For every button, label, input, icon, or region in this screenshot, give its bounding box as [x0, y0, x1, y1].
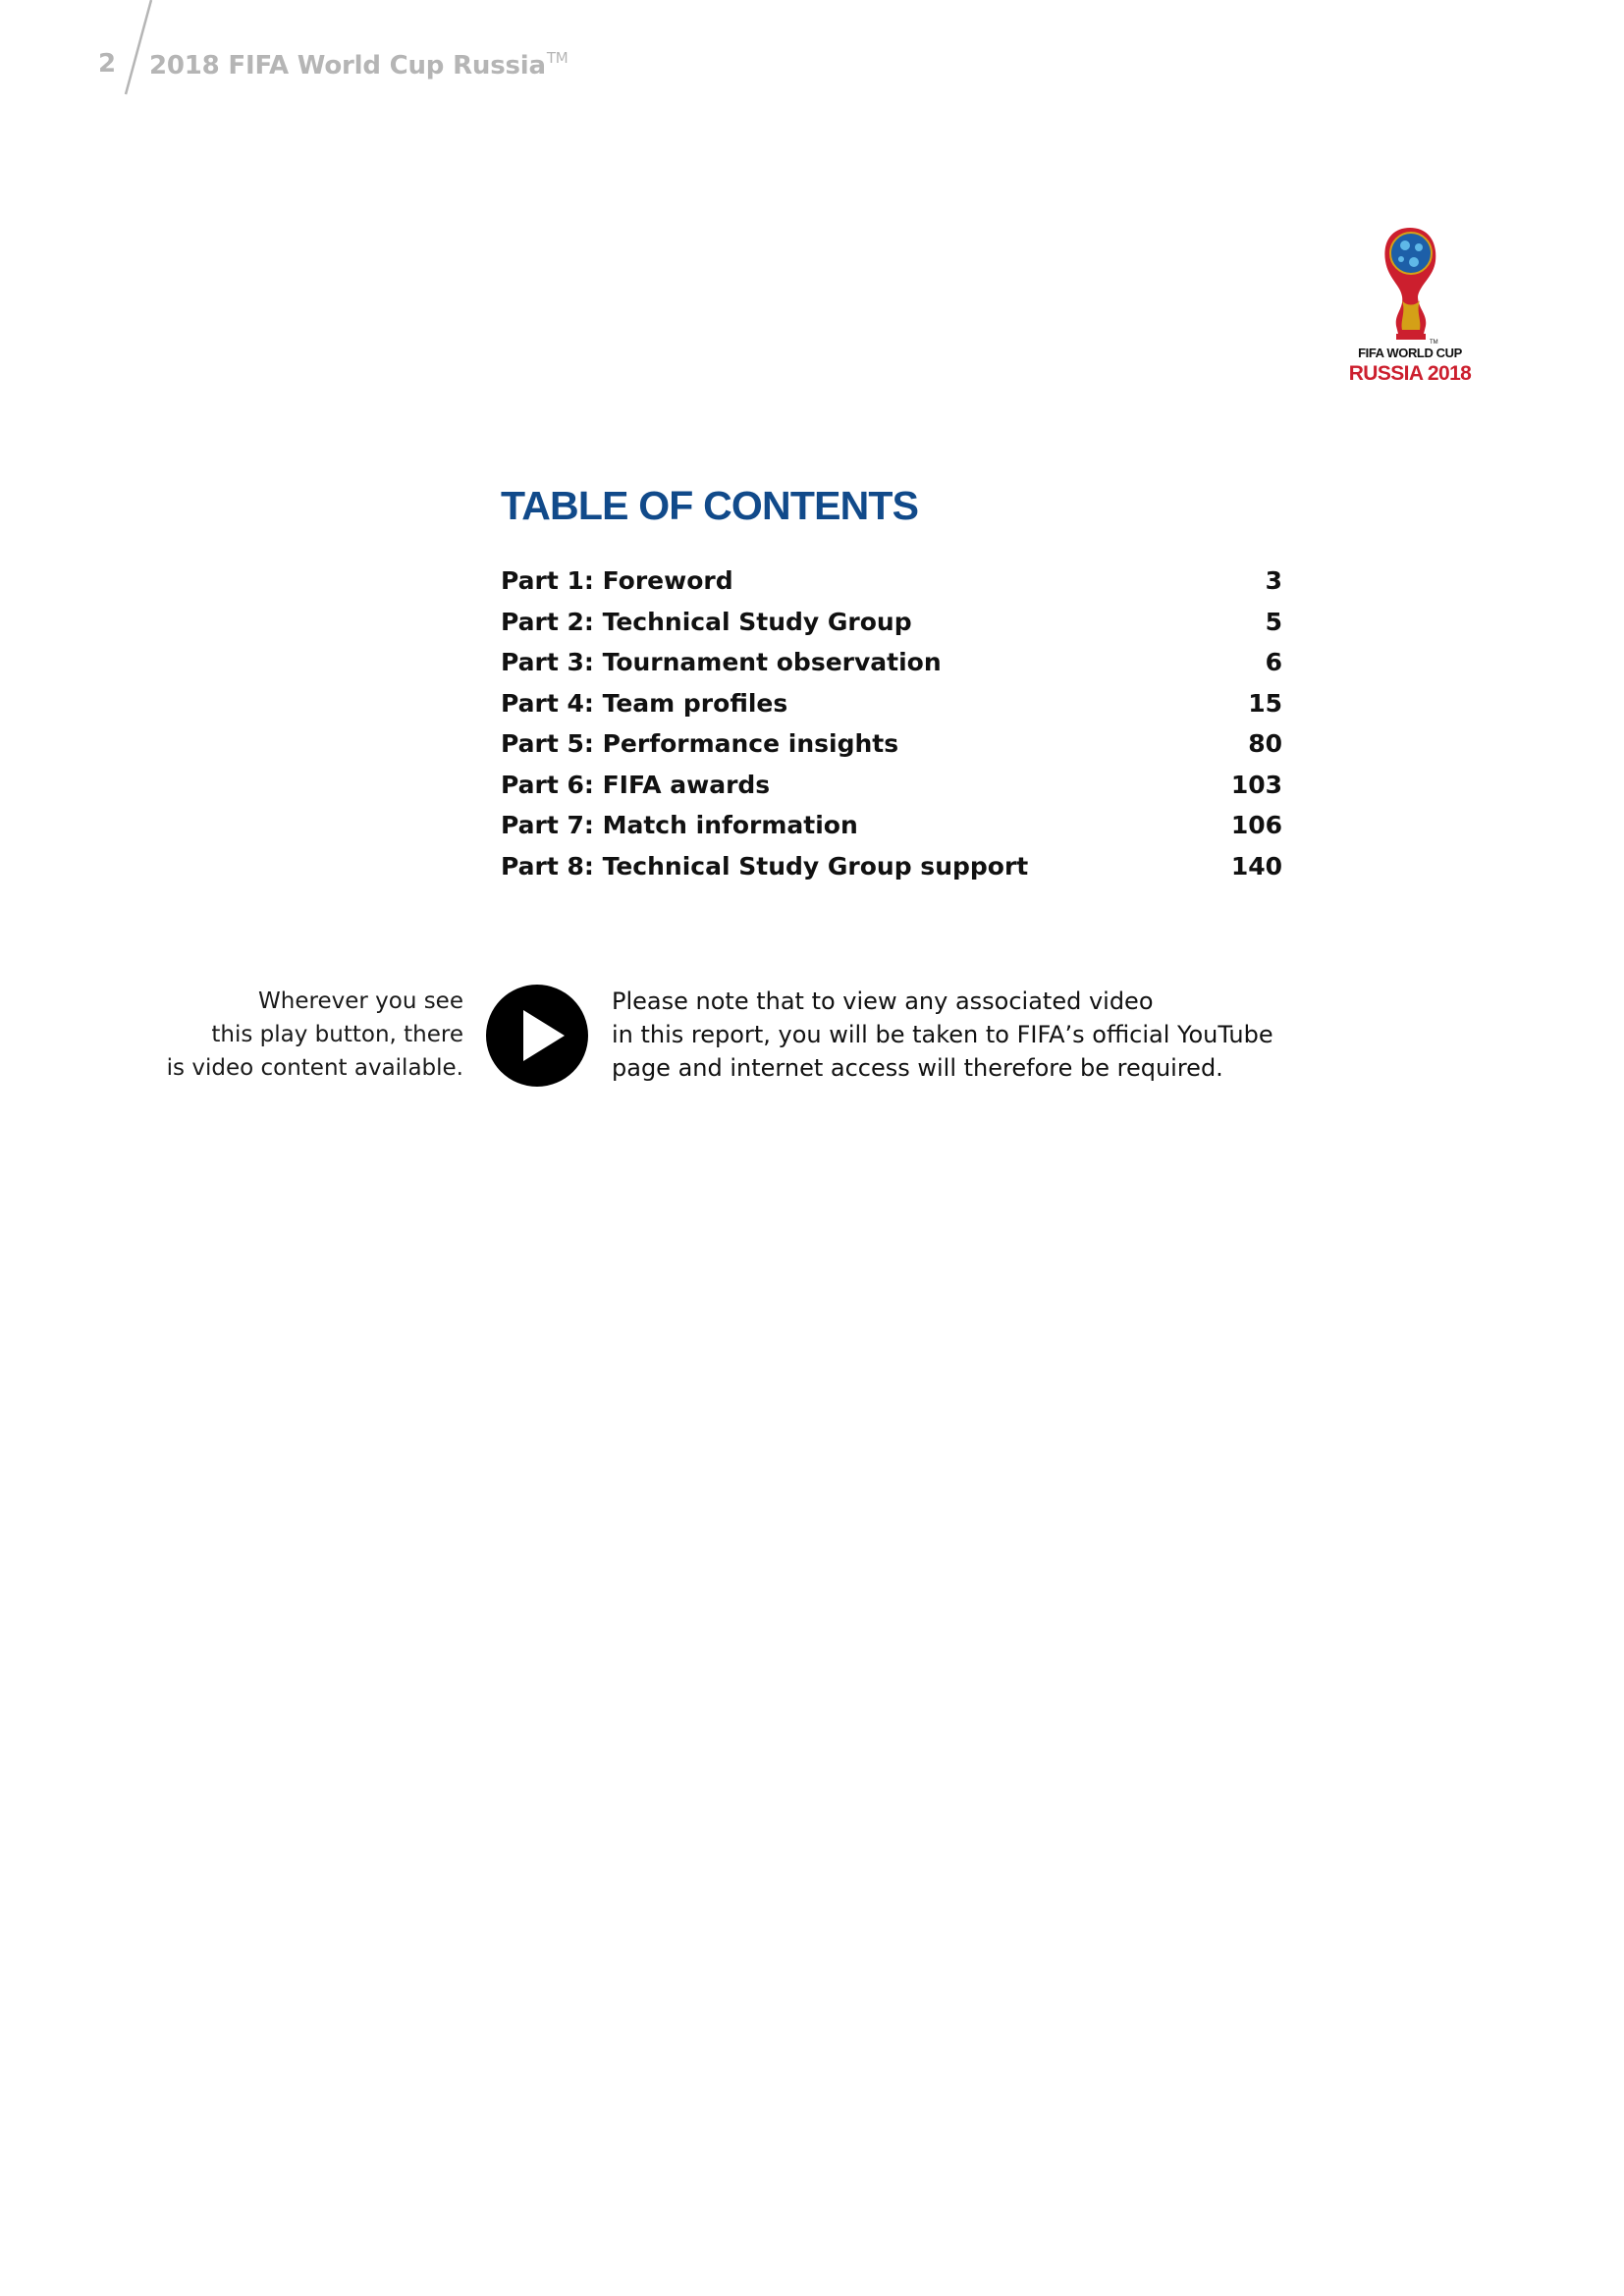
video-note-access-line: page and internet access will therefore be required.	[612, 1054, 1223, 1082]
toc-entry-label: Part 4: Team profiles	[501, 688, 788, 718]
toc-entry-part-2[interactable]	[501, 608, 1282, 649]
video-note-explainer	[147, 985, 463, 1085]
toc-entry-page: 80	[1248, 729, 1282, 758]
video-note-access-info	[612, 985, 1319, 1085]
document-title-text: 2018 FIFA World Cup Russia	[149, 51, 546, 80]
toc-entry-label: Part 6: FIFA awards	[501, 770, 771, 799]
play-icon	[486, 985, 588, 1087]
video-note-explainer-line: is video content available.	[166, 1055, 463, 1081]
toc-entry-part-3[interactable]	[501, 648, 1282, 689]
toc-entry-label: Part 5: Performance insights	[501, 729, 899, 758]
toc-entry-label: Part 2: Technical Study Group	[501, 607, 912, 636]
play-button[interactable]	[486, 985, 588, 1087]
toc-entry-label: Part 8: Technical Study Group support	[501, 851, 1029, 881]
fifa-world-cup-logo	[1331, 224, 1489, 391]
toc-list	[501, 566, 1282, 892]
toc-entry-label: Part 3: Tournament observation	[501, 648, 942, 676]
svg-text:TM: TM	[1430, 340, 1438, 344]
toc-entry-page: 140	[1230, 851, 1282, 881]
toc-entry-label: Part 1: Foreword	[501, 566, 733, 595]
trademark-mark: TM	[546, 49, 568, 67]
toc-entry-part-4[interactable]	[501, 689, 1282, 730]
document-title	[149, 49, 568, 80]
page-number: 2	[98, 49, 117, 79]
toc-entry-page: 15	[1248, 688, 1282, 718]
video-note-access-line: in this report, you will be taken to FIFA’s official YouTube	[612, 1021, 1273, 1048]
page-header	[0, 0, 687, 108]
toc-entry-page: 6	[1265, 648, 1282, 676]
video-note-explainer-line: this play button, there	[211, 1022, 463, 1047]
logo-text-russia-2018: RUSSIA 2018	[1348, 362, 1472, 385]
toc-entry-page: 5	[1265, 607, 1282, 636]
toc-entry-page: 103	[1230, 770, 1282, 799]
toc-entry-part-5[interactable]	[501, 729, 1282, 771]
toc-entry-label: Part 7: Match information	[501, 811, 858, 839]
video-note-explainer-line: Wherever you see	[258, 988, 463, 1014]
video-note-access-line: Please note that to view any associated video	[612, 988, 1154, 1015]
toc-entry-part-6[interactable]	[501, 771, 1282, 812]
trophy-emblem-icon	[1377, 224, 1443, 344]
toc-entry-part-1[interactable]	[501, 566, 1282, 608]
toc-heading: TABLE OF CONTENTS	[501, 483, 919, 528]
toc-entry-part-7[interactable]	[501, 811, 1282, 852]
toc-entry-part-8[interactable]	[501, 852, 1282, 893]
logo-text-fifa-world-cup: FIFA WORLD CUP	[1358, 346, 1462, 360]
toc-entry-page: 106	[1230, 811, 1282, 839]
toc-entry-page: 3	[1265, 566, 1282, 595]
